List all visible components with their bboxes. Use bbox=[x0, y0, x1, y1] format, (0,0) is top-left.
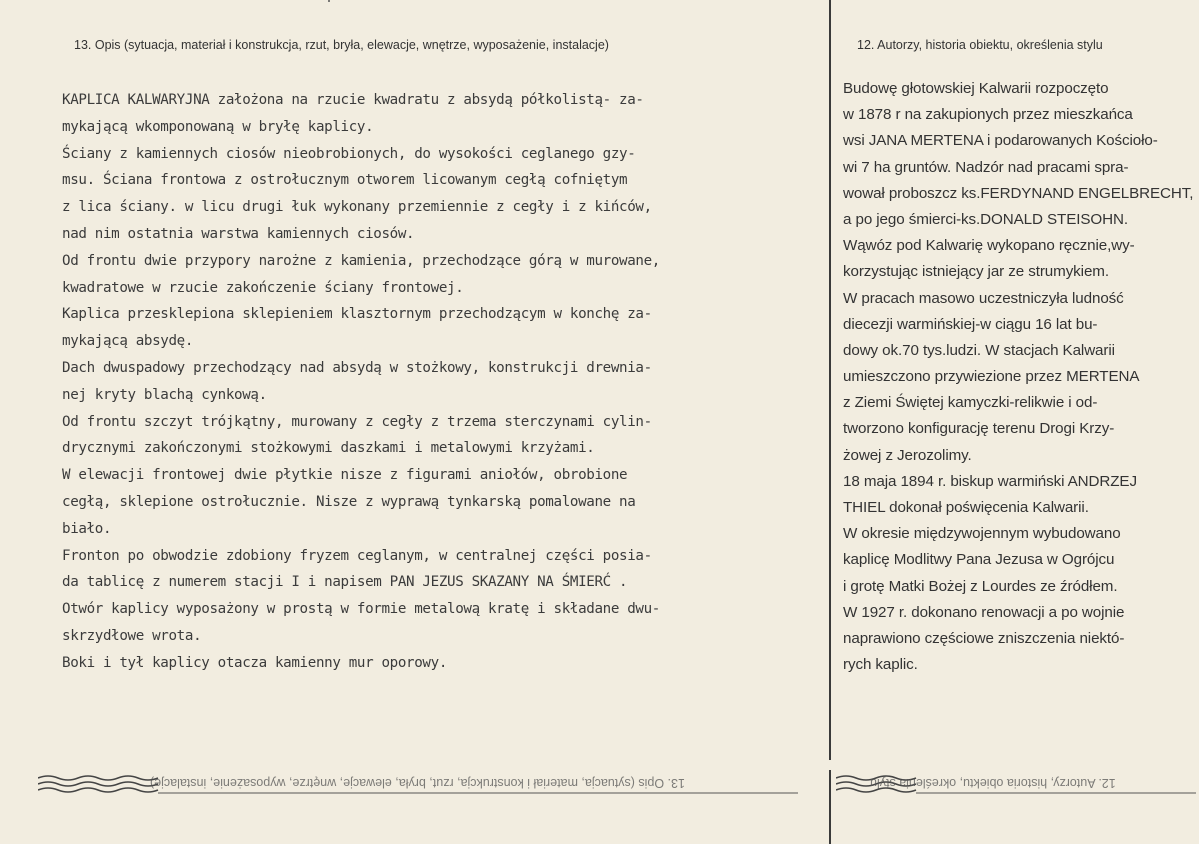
history-line: Wąwóz pod Kalwarię wykopano ręcznie,wy- bbox=[843, 237, 1135, 255]
history-line: Budowę głotowskiej Kalwarii rozpoczęto bbox=[843, 80, 1109, 97]
description-line: Ściany z kamiennych ciosów nieobrobionych, do wysokości ceglanego gzy- bbox=[62, 145, 636, 162]
history-line: THIEL dokonał poświęcenia Kalwarii. bbox=[843, 499, 1089, 516]
history-line: a po jego śmierci-ks.DONALD STEISOHN. bbox=[843, 210, 1128, 228]
description-line: msu. Ściana frontowa z ostrołucznym otworem licowanym cegłą cofniętym bbox=[62, 172, 628, 189]
description-line: biało. bbox=[62, 520, 112, 537]
section-12-heading: 12. Autorzy, historia obiektu, określenia stylu bbox=[857, 38, 1103, 52]
description-line: Kaplica przesklepiona sklepieniem klasztornym przechodzącym w konchę za- bbox=[62, 306, 652, 323]
mirrored-footer-heading-13: 13. Opis (sytuacja, materiał i konstrukcja, rzut, bryła, elewacje, wnętrze, wyposażenie, instalacje) bbox=[150, 776, 685, 790]
description-line: nad nim ostatnia warstwa kamiennych ciosów. bbox=[62, 225, 415, 242]
description-line: z lica ściany. w licu drugi łuk wykonany przemiennie z cegły i z kińców, bbox=[62, 199, 652, 216]
column-divider-lower bbox=[829, 770, 831, 844]
column-divider bbox=[829, 0, 831, 760]
description-line: da tablicę z numerem stacji I i napisem PAN JEZUS SKAZANY NA ŚMIERĆ . bbox=[62, 574, 628, 591]
history-line: wi 7 ha gruntów. Nadzór nad pracami spra- bbox=[843, 158, 1129, 176]
description-line: nej kryty blachą cynkową. bbox=[62, 386, 267, 403]
history-text-block bbox=[843, 76, 1195, 678]
description-line: Od frontu dwie przypory narożne z kamienia, przechodzące górą w murowane, bbox=[62, 252, 660, 269]
history-line: dowy ok.70 tys.ludzi. W stacjach Kalwarii bbox=[843, 341, 1115, 359]
description-line: mykającą absydę. bbox=[62, 333, 194, 350]
history-line: diecezji warmińskiej-w ciągu 16 lat bu- bbox=[843, 315, 1098, 333]
history-line: kaplicę Modlitwy Pana Jezusa w Ogrójcu bbox=[843, 551, 1115, 569]
description-line: mykającą wkomponowaną w bryłę kaplicy. bbox=[62, 118, 374, 135]
history-line: 18 maja 1894 r. biskup warmiński ANDRZEJ bbox=[843, 472, 1137, 490]
section-13-heading: 13. Opis (sytuacja, materiał i konstrukcja, rzut, bryła, elewacje, wnętrze, wyposażenie, instalacje) bbox=[74, 38, 609, 52]
description-line: Boki i tył kaplicy otacza kamienny mur oporowy. bbox=[62, 654, 448, 671]
description-line: KAPLICA KALWARYJNA założona na rzucie kwadratu z absydą półkolistą- za- bbox=[62, 92, 644, 108]
description-line: skrzydłowe wrota. bbox=[62, 627, 202, 644]
description-line: kwadratowe w rzucie zakończenie ściany frontowej. bbox=[62, 279, 464, 296]
history-line: wował proboszcz ks.FERDYNAND ENGELBRECHT, bbox=[843, 184, 1194, 202]
history-line: żowej z Jerozolimy. bbox=[843, 446, 972, 464]
history-line: W 1927 r. dokonano renowacji a po wojnie bbox=[843, 603, 1125, 621]
description-line: Otwór kaplicy wyposażony w prostą w formie metalową kratę i składane dwu- bbox=[62, 601, 660, 618]
history-line: wsi JANA MERTENA i podarowanych Kościoło- bbox=[843, 132, 1158, 150]
history-line: rych kaplic. bbox=[843, 656, 918, 674]
history-line: W pracach masowo uczestniczyła ludność bbox=[843, 289, 1124, 307]
mirrored-footer-heading-12: 12. Autorzy, historia obiektu, określenia stylu bbox=[870, 776, 1116, 790]
history-line: umieszczono przywiezione przez MERTENA bbox=[843, 368, 1140, 386]
description-line: Dach dwuspadowy przechodzący nad absydą w stożkowy, konstrukcji drewnia- bbox=[62, 359, 652, 376]
history-line: W okresie międzywojennym wybudowano bbox=[843, 525, 1121, 543]
history-line: tworzono konfigurację terenu Drogi Krzy- bbox=[843, 420, 1115, 438]
history-line: i grotę Matki Bożej z Lourdes ze źródłem. bbox=[843, 577, 1118, 595]
history-line: naprawiono częściowe zniszczenia niektó- bbox=[843, 629, 1125, 647]
description-line: Od frontu szczyt trójkątny, murowany z cegły z trzema sterczynami cylin- bbox=[62, 413, 652, 430]
description-line: W elewacji frontowej dwie płytkie nisze z figurami aniołów, obrobione bbox=[62, 467, 628, 484]
description-line: cegłą, sklepione ostrołucznie. Nisze z wyprawą tynkarską pomalowane na bbox=[62, 493, 636, 510]
history-line: w 1878 r na zakupionych przez mieszkańca bbox=[843, 106, 1133, 124]
description-line: Fronton po obwodzie zdobiony fryzem ceglanym, w centralnej części posia- bbox=[62, 547, 652, 564]
history-line: korzystując istniejący jar ze strumykiem. bbox=[843, 263, 1109, 281]
history-line: z Ziemi Świętej kamyczki-relikwie i od- bbox=[843, 394, 1098, 412]
description-line: drycznymi zakończonymi stożkowymi daszkami i metalowymi krzyżami. bbox=[62, 440, 595, 457]
paper-speck bbox=[328, 0, 330, 2]
description-text-block bbox=[62, 87, 822, 677]
